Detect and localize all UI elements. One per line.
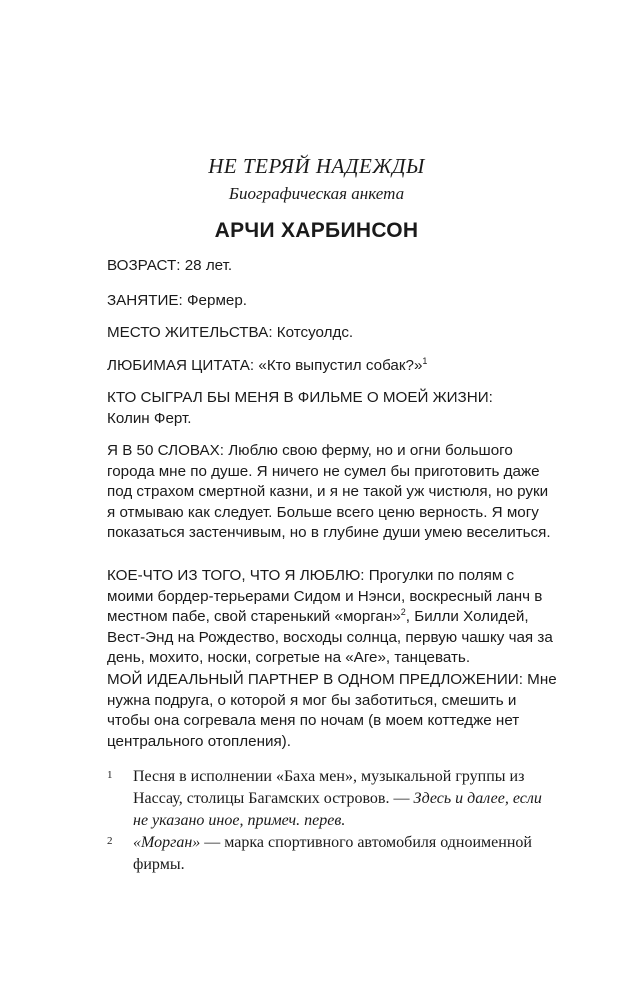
entry-quote-text: ЛЮБИМАЯ ЦИТАТА: «Кто выпустил собак?» bbox=[107, 357, 423, 374]
footnote-ref-2: 2 bbox=[400, 607, 406, 618]
entry-likes bbox=[107, 566, 557, 669]
series-title: НЕ ТЕРЯЙ НАДЕЖДЫ bbox=[208, 154, 425, 178]
entry-partner: МОЙ ИДЕАЛЬНЫЙ ПАРТНЕР В ОДНОМ ПРЕДЛОЖЕНИИ: Мне нужна подруга, о которой я мог бы заботиться, смешить и чтобы она согревала меня по ночам (в моем коттедже нет центрального отопления). bbox=[107, 671, 557, 750]
footnote-2 bbox=[107, 832, 557, 876]
person-name: АРЧИ ХАРБИНСОН bbox=[214, 219, 419, 242]
series-subtitle: Биографическая анкета bbox=[228, 184, 405, 203]
footnote-text: — марка спортивного автомобиля одноименной фирмы. bbox=[133, 834, 532, 873]
footnote-ref-1: 1 bbox=[422, 355, 428, 366]
entry-residence: МЕСТО ЖИТЕЛЬСТВА: Котсуолдс. bbox=[107, 324, 354, 341]
entry-likes-start: КОЕ-ЧТО ИЗ ТОГО, ЧТО Я ЛЮБЛЮ: Прогулки по полям с моими бордер-терьерами Сидом и Нэнси, воскресный ланч в местном пабе, свой старенький «морган» bbox=[107, 567, 543, 626]
entry-quote bbox=[107, 356, 557, 377]
entry-occupation: ЗАНЯТИЕ: Фермер. bbox=[107, 292, 247, 309]
footnote-number: 1 bbox=[107, 769, 113, 781]
footnote-text: Песня в исполнении «Баха мен», музыкальной группы из Нассау, столицы Багамских островов. — bbox=[133, 768, 525, 807]
entry-age: ВОЗРАСТ: 28 лет. bbox=[107, 257, 233, 274]
entry-actor bbox=[107, 388, 557, 429]
footnote-italic: Здесь и далее, если не указано иное, примеч. перев. bbox=[133, 790, 542, 829]
entry-fifty-words: Я В 50 СЛОВАХ: Люблю свою ферму, но и огни большого города мне по душе. Я ничего не сумел бы приготовить даже под страхом смертной казни, и я не такой уж чистюля, но руки я отмываю как следует. Больше всего ценю верность. Я могу показаться застенчивым, но в глубине души умею веселиться. bbox=[107, 442, 551, 542]
entry-actor-answer: Колин Ферт. bbox=[107, 409, 192, 427]
entry-actor-question: КТО СЫГРАЛ БЫ МЕНЯ В ФИЛЬМЕ О МОЕЙ ЖИЗНИ: bbox=[107, 389, 493, 406]
entry-likes-end: , Билли Холидей, Вест-Энд на Рождество, восходы солнца, первую чашку чая за день, мохито, носки, согретые на «Аге», танцевать. bbox=[107, 608, 553, 667]
footnote-1 bbox=[107, 766, 557, 832]
footnote-number: 2 bbox=[107, 835, 113, 847]
footnote-italic: «Морган» bbox=[133, 834, 201, 851]
footnotes bbox=[107, 766, 557, 876]
